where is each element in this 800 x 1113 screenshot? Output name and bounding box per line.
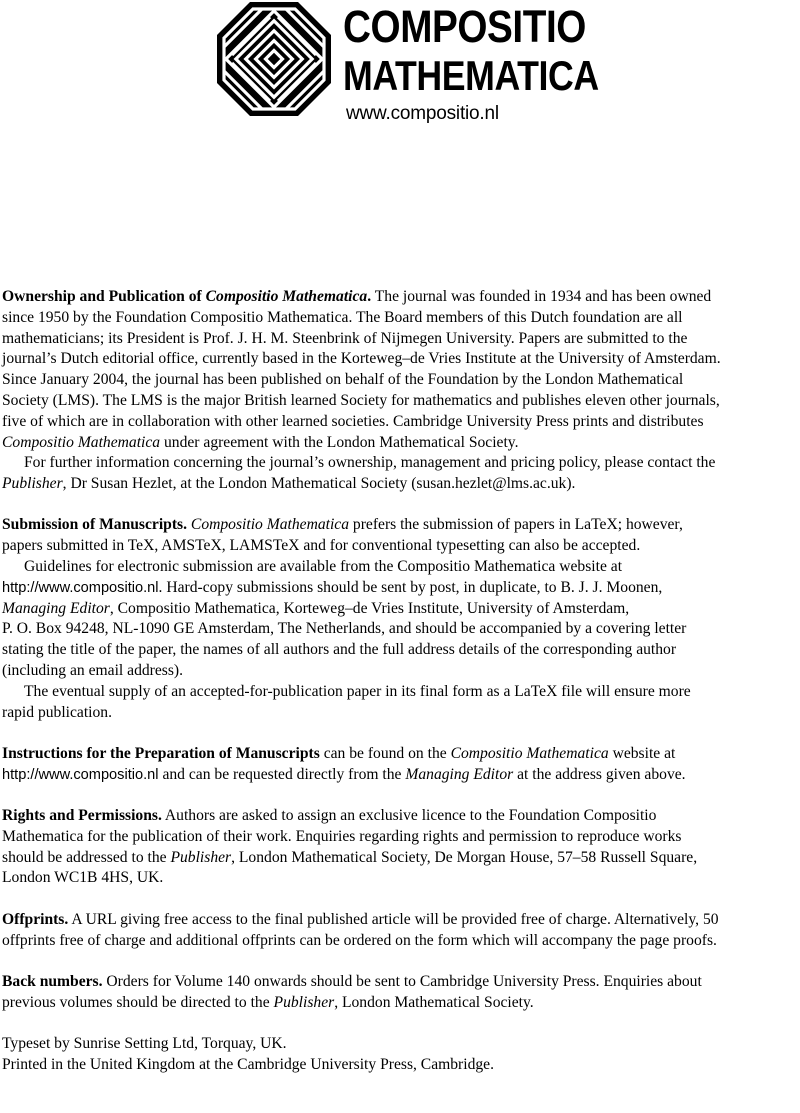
text-line: stating the title of the paper, the names of all authors and the full address details of the corresponding author (2, 641, 677, 659)
typesetter-line: Typeset by Sunrise Setting Ltd, Torquay, UK. (2, 1034, 287, 1052)
offprints-section (2, 910, 800, 952)
text-line: rapid publication. (2, 703, 112, 721)
submission-section (2, 515, 800, 723)
text-line: Ownership and Publication of Compositio Mathematica. The journal was founded in 1934 and has been owned (2, 288, 712, 305)
journal-title-line-2: MATHEMATICA (343, 52, 599, 99)
text-line: Mathematica for the publication of their work. Enquiries regarding rights and permission to reproduce works (2, 827, 682, 845)
text-line: http://www.compositio.nl. Hard-copy submissions should be sent by post, in duplicate, to B. J. J. Moonen, (2, 578, 663, 596)
journal-title-line-1: COMPOSITIO (343, 1, 586, 52)
masthead (215, 0, 615, 135)
submission-heading: Submission of Manuscripts. (2, 516, 188, 534)
back-numbers-heading: Back numbers. (2, 972, 103, 990)
text-line: The eventual supply of an accepted-for-publication paper in its final form as a LaTeX file will ensure more (24, 682, 691, 700)
text-line: since 1950 by the Foundation Compositio Mathematica. The Board members of this Dutch foundation are all (2, 308, 683, 326)
text-line: Since January 2004, the journal has been published on behalf of the Foundation by the London Mathematical (2, 371, 684, 389)
text-line: Compositio Mathematica under agreement with the London Mathematical Society. (2, 433, 519, 451)
text-line: London WC1B 4HS, UK. (2, 869, 164, 887)
journal-information-text (2, 287, 800, 1076)
website-link[interactable]: http://www.compositio.nl (2, 766, 159, 783)
text-line: five of which are in collaboration with other learned societies. Cambridge University Press prints and distributes (2, 412, 704, 430)
text-line: Offprints. A URL giving free access to the final published article will be provided free of charge. Alternatively, 50 (2, 910, 719, 928)
text-line: Society (LMS). The LMS is the major British learned Society for mathematics and publishes eleven other journals, (2, 391, 720, 409)
text-line: Guidelines for electronic submission are available from the Compositio Mathematica website at (24, 558, 623, 576)
journal-website-link[interactable]: www.compositio.nl (346, 103, 499, 124)
instructions-section (2, 744, 800, 786)
text-line: mathematicians; its President is Prof. J. H. M. Steenbrink of Nijmegen University. Papers are submitted to the (2, 329, 688, 347)
text-line: http://www.compositio.nl and can be requested directly from the Managing Editor at the address given above. (2, 765, 686, 783)
text-line: Back numbers. Orders for Volume 140 onwards should be sent to Cambridge University Press. Enquiries about (2, 972, 702, 990)
rights-heading: Rights and Permissions. (2, 807, 162, 825)
colophon (2, 1034, 800, 1076)
text-line: Rights and Permissions. Authors are asked to assign an exclusive licence to the Foundation Compositio (2, 807, 657, 825)
instructions-heading: Instructions for the Preparation of Manuscripts (2, 744, 320, 762)
back-numbers-section (2, 972, 800, 1014)
logo-octagon (217, 2, 331, 116)
ownership-heading: Ownership and Publication of Compositio Mathematica. (2, 288, 372, 305)
website-link[interactable]: http://www.compositio.nl (2, 579, 159, 596)
text-line: previous volumes should be directed to the Publisher, London Mathematical Society. (2, 993, 534, 1011)
text-line: Submission of Manuscripts. Compositio Mathematica prefers the submission of papers in LaTeX; however, (2, 516, 683, 534)
composite-square-logo (215, 0, 333, 118)
text-line: Managing Editor, Compositio Mathematica, Korteweg–de Vries Institute, University of Amsterdam, (2, 599, 630, 617)
text-line: journal’s Dutch editorial office, currently based in the Korteweg–de Vries Institute at the University of Amsterdam. (2, 350, 721, 368)
text-line: Publisher, Dr Susan Hezlet, at the London Mathematical Society (susan.hezlet@lms.ac.uk). (2, 475, 576, 493)
ownership-section (2, 287, 800, 495)
printer-line: Printed in the United Kingdom at the Cambridge University Press, Cambridge. (2, 1055, 494, 1073)
text-line: should be addressed to the Publisher, London Mathematical Society, De Morgan House, 57–58 Russell Square, (2, 848, 698, 866)
text-line: For further information concerning the journal’s ownership, management and pricing policy, please contact the (24, 454, 716, 472)
offprints-heading: Offprints. (2, 910, 69, 928)
text-line: Instructions for the Preparation of Manuscripts can be found on the Compositio Mathematica website at (2, 744, 676, 762)
text-line: P. O. Box 94248, NL-1090 GE Amsterdam, The Netherlands, and should be accompanied by a covering letter (2, 620, 687, 638)
text-line: offprints free of charge and additional offprints can be ordered on the form which will accompany the page proofs. (2, 931, 717, 949)
text-line: papers submitted in TeX, AMSTeX, LAMSTeX and for conventional typesetting can also be accepted. (2, 537, 641, 555)
text-line: (including an email address). (2, 662, 184, 680)
rights-section (2, 806, 800, 889)
